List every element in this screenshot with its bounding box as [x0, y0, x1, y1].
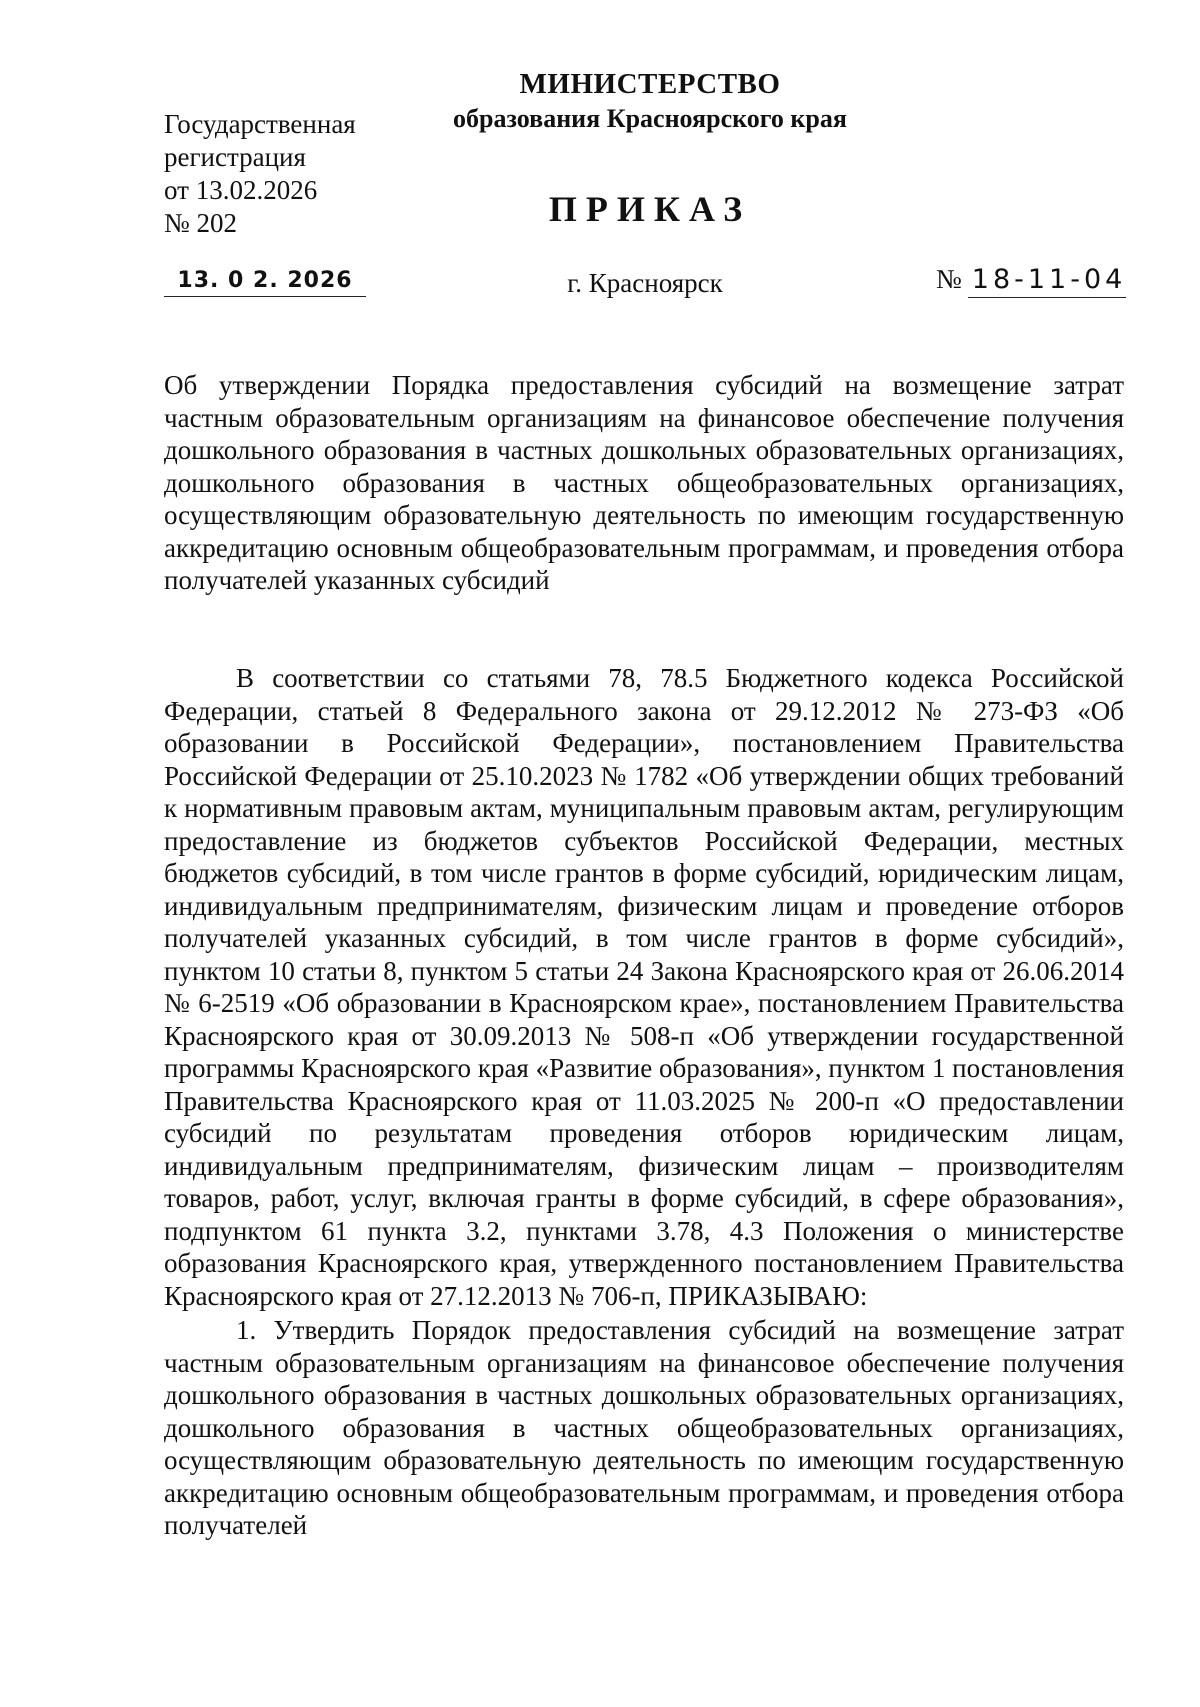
ministry-subtitle: образования Красноярского края	[453, 104, 847, 133]
item-1-paragraph: 1. Утвердить Порядок предоставления субсидий на возмещение затрат частным образовательным организациям на финансовое обеспечение получения дошкольного образования в частных дошкольных образовательных организациях, дошкольного образования в частных общеобразовательных организациях, осуществляющим образовательную деятельность по имеющим государственную аккредитацию основным общеобразовательным программам, и проведения отбора получателей	[164, 1315, 1124, 1540]
registration-line-2: регистрация	[164, 142, 306, 172]
ministry-header	[420, 66, 880, 136]
order-subject-text: Об утверждении Порядка предоставления субсидий на возмещение затрат частным образовательным организациям на финансовое обеспечение получения дошкольного образования в частных дошкольных образовательных организациях, дошкольного образования в частных общеобразовательных организациях, осуществляющим образовательную деятельность по имеющим государственную аккредитацию основным общеобразовательным программам, и проведения отбора получателей указанных субсидий	[164, 370, 1124, 595]
registration-date: от 13.02.2026	[164, 175, 318, 205]
order-city: г. Красноярск	[567, 268, 723, 298]
ministry-name: МИНИСТЕРСТВО	[519, 68, 781, 100]
number-value: 18-11-04	[968, 263, 1127, 298]
order-title: ПРИКАЗ	[548, 189, 752, 229]
preamble-paragraph: В соответствии со статьями 78, 78.5 Бюджетного кодекса Российской Федерации, статьей 8 Федерального закона от 29.12.2012 № 273-ФЗ «Об образовании в Российской Федерации», постановлением Правительства Российской Федерации от 25.10.2023 № 1782 «Об утверждении общих требований к нормативным правовым актам, муниципальным правовым актам, регулирующим предоставление из бюджетов субъектов Российской Федерации, местных бюджетов субсидий, в том числе грантов в форме субсидий, юридическим лицам, индивидуальным предпринимателям, физическим лицам и проведение отборов получателей указанных субсидий, в том числе грантов в форме субсидий», пунктом 10 статьи 8, пунктом 5 статьи 24 Закона Красноярского края от 26.06.2014 № 6-2519 «Об образовании в Красноярском крае», постановлением Правительства Красноярского края от 30.09.2013 № 508-п «Об утверждении государственной программы Красноярского края «Развитие образования», пунктом 1 постановления Правительства Красноярского края от 11.03.2025 № 200-п «О предоставлении субсидий по результатам проведения отборов юридическим лицам, индивидуальным предпринимателям, физическим лицам – производителям товаров, работ, услуг, включая гранты в форме субсидий, в сфере образования», подпунктом 61 пункта 3.2, пунктами 3.78, 4.3 Положения о министерстве образования Красноярского края, утвержденного постановлением Правительства Красноярского края от 27.12.2013 № 706-п, ПРИКАЗЫВАЮ:	[164, 663, 1124, 1311]
registration-block	[164, 108, 464, 240]
order-number	[936, 262, 1126, 298]
number-sign: №	[936, 264, 962, 294]
registration-line-1: Государственная	[164, 109, 356, 139]
order-date: 13. 0 2. 2026	[164, 266, 366, 297]
order-body	[164, 662, 1124, 1542]
registration-number: № 202	[164, 208, 238, 238]
order-subject	[164, 369, 1124, 597]
